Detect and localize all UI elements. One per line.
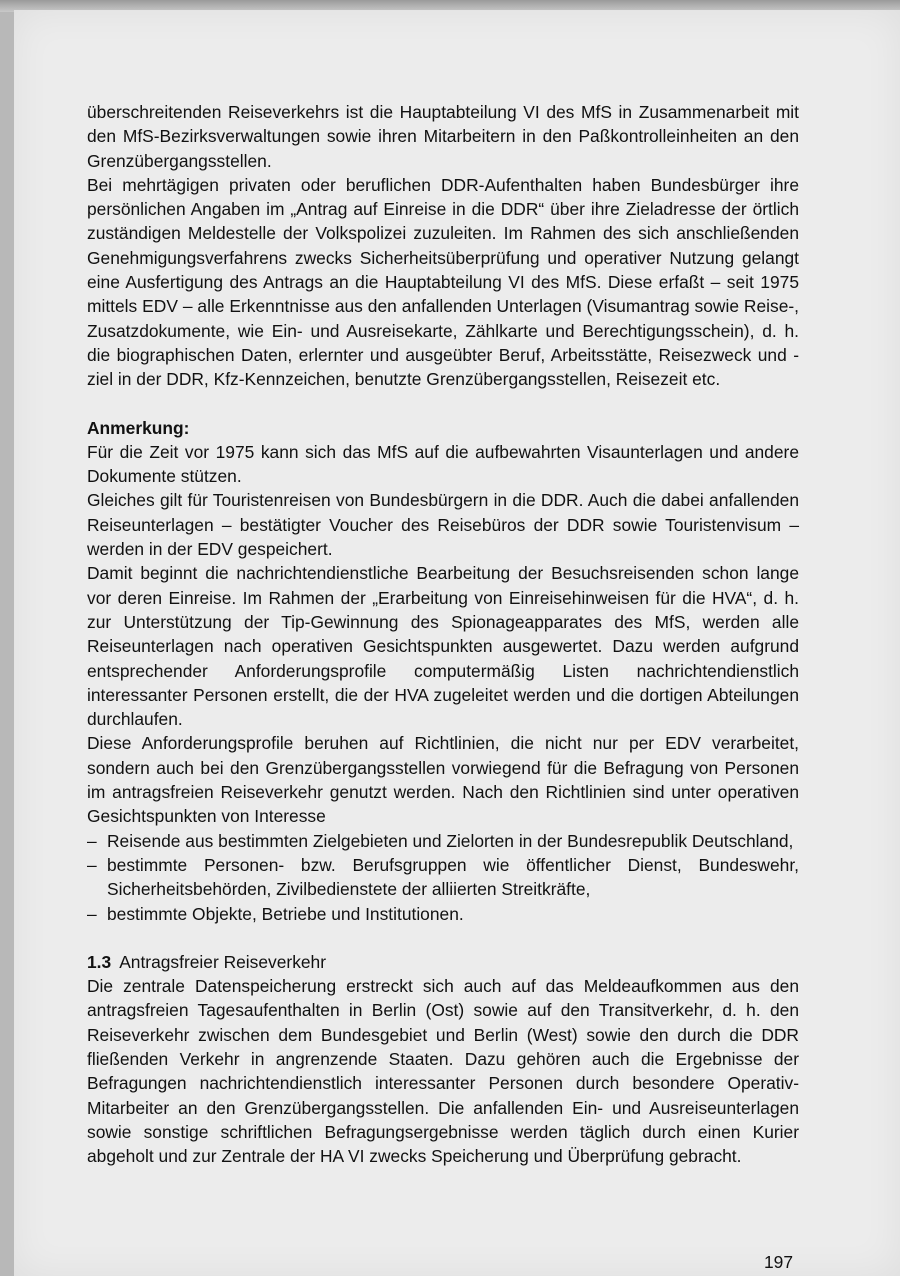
page-content [87,100,799,1168]
interest-list [87,829,799,926]
list-item-text: bestimmte Objekte, Betriebe und Institutionen. [107,903,464,924]
list-item [87,853,799,902]
dash-marker: – [87,854,97,875]
list-item [87,902,799,926]
note-paragraph-4: Diese Anforderungsprofile beruhen auf Richtlinien, die nicht nur per EDV verarbeitet, sondern auch bei den Grenzübergangsstellen vorwiegend für die Befragung von Personen im antragsfreien Reiseverkehr genutzt werden. Nach den Richtlinien sind unter operativen Gesichtspunkten von Interesse [87,733,799,827]
paragraph-intro-2: Bei mehrtägigen privaten oder beruflichen DDR-Aufenthalten haben Bundesbürger ihre persönlichen Angaben im „Antrag auf Einreise in die DDR“ über ihre Zieladresse der örtlich zuständigen Meldestelle der Volkspolizei zuzuleiten. Im Rahmen des sich anschließenden Genehmigungsverfahrens zwecks Sicherheitsüberprüfung und operativer Nutzung gelangt eine Ausfertigung des Antrags an die Hauptabteilung VI des MfS. Diese erfaßt – seit 1975 mittels EDV – alle Erkenntnisse aus den anfallenden Unterlagen (Visumantrag sowie Reise-, Zusatzdokumente, wie Ein- und Ausreisekarte, Zählkarte und Berechtigungsschein), d. h. die biographischen Daten, erlernter und ausgeübter Beruf, Arbeitsstätte, Reisezweck und -ziel in der DDR, Kfz-Kennzeichen, benutzte Grenzübergangsstellen, Reisezeit etc. [87,174,799,390]
note-paragraph-3: Damit beginnt die nachrichtendienstliche Bearbeitung der Besuchsreisenden schon lange vor deren Einreise. Im Rahmen der „Erarbeitung von Einreisehinweisen für die HVA“, d. h. zur Unterstützung der Tip-Gewinnung des Spionageapparates des MfS, werden alle Reiseunterlagen nach operativen Gesichtspunkten ausgewertet. Dazu werden aufgrund entsprechender Anforderungsprofile computermäßig Listen nachrichtendienstlich interessanter Personen erstellt, die der HVA zugeleitet werden und die dortigen Abteilungen durchlaufen. [87,563,799,730]
section-title: Antragsfreier Reiseverkehr [119,951,327,972]
list-item-text: Reisende aus bestimmten Zielgebieten und Zielorten in der Bundesrepublik Deutschland, [107,830,794,851]
list-item [87,829,799,853]
dash-marker: – [87,830,97,851]
spacer [87,926,799,950]
note-paragraph-2: Gleiches gilt für Touristenreisen von Bundesbürgern in die DDR. Auch die dabei anfallenden Reiseunterlagen – bestätigter Voucher des Reisebüros der DDR sowie Touristenvisum – werden in der EDV gespeichert. [87,490,799,560]
page-number: 197 [764,1252,794,1272]
section-paragraph: Die zentrale Datenspeicherung erstreckt sich auch auf das Meldeaufkommen aus den antragsfreien Tagesaufenthalten in Berlin (Ost) sowie auf den Transitverkehr, d. h. den Reiseverkehr zwischen dem Bundesgebiet und Berlin (West) sowie den durch die DDR fließenden Verkehr in angrenzende Staaten. Dazu gehören auch die Ergebnisse der Befragungen nachrichtendienstlich interessanter Personen durch besondere Operativ-Mitarbeiter an den Grenzübergangsstellen. Die anfallenden Ein- und Ausreiseunterlagen sowie sonstige schriftlichen Befragungsergebnisse werden täglich durch einen Kurier abgeholt und zur Zentrale der HA VI zwecks Speicherung und Überprüfung gebracht. [87,976,799,1167]
dash-marker: – [87,903,97,924]
spacer [87,392,799,416]
paragraph-intro-1: überschreitenden Reiseverkehrs ist die Hauptabteilung VI des MfS in Zusammenarbeit mit den MfS-Bezirksverwaltungen sowie ihren Mitarbeitern in den Paßkontrolleinheiten an den Grenzübergangsstellen. [87,102,799,171]
note-paragraph-1: Für die Zeit vor 1975 kann sich das MfS auf die aufbewahrten Visaunterlagen und andere Dokumente stützen. [87,441,799,487]
note-heading: Anmerkung: [87,417,190,438]
section-heading [87,950,799,974]
section-number: 1.3 [87,951,112,972]
list-item-text: bestimmte Personen- bzw. Berufsgruppen wie öffentlicher Dienst, Bundeswehr, Sicherheitsbehörden, Zivilbedienstete der alliierten Streitkräfte, [107,854,799,900]
